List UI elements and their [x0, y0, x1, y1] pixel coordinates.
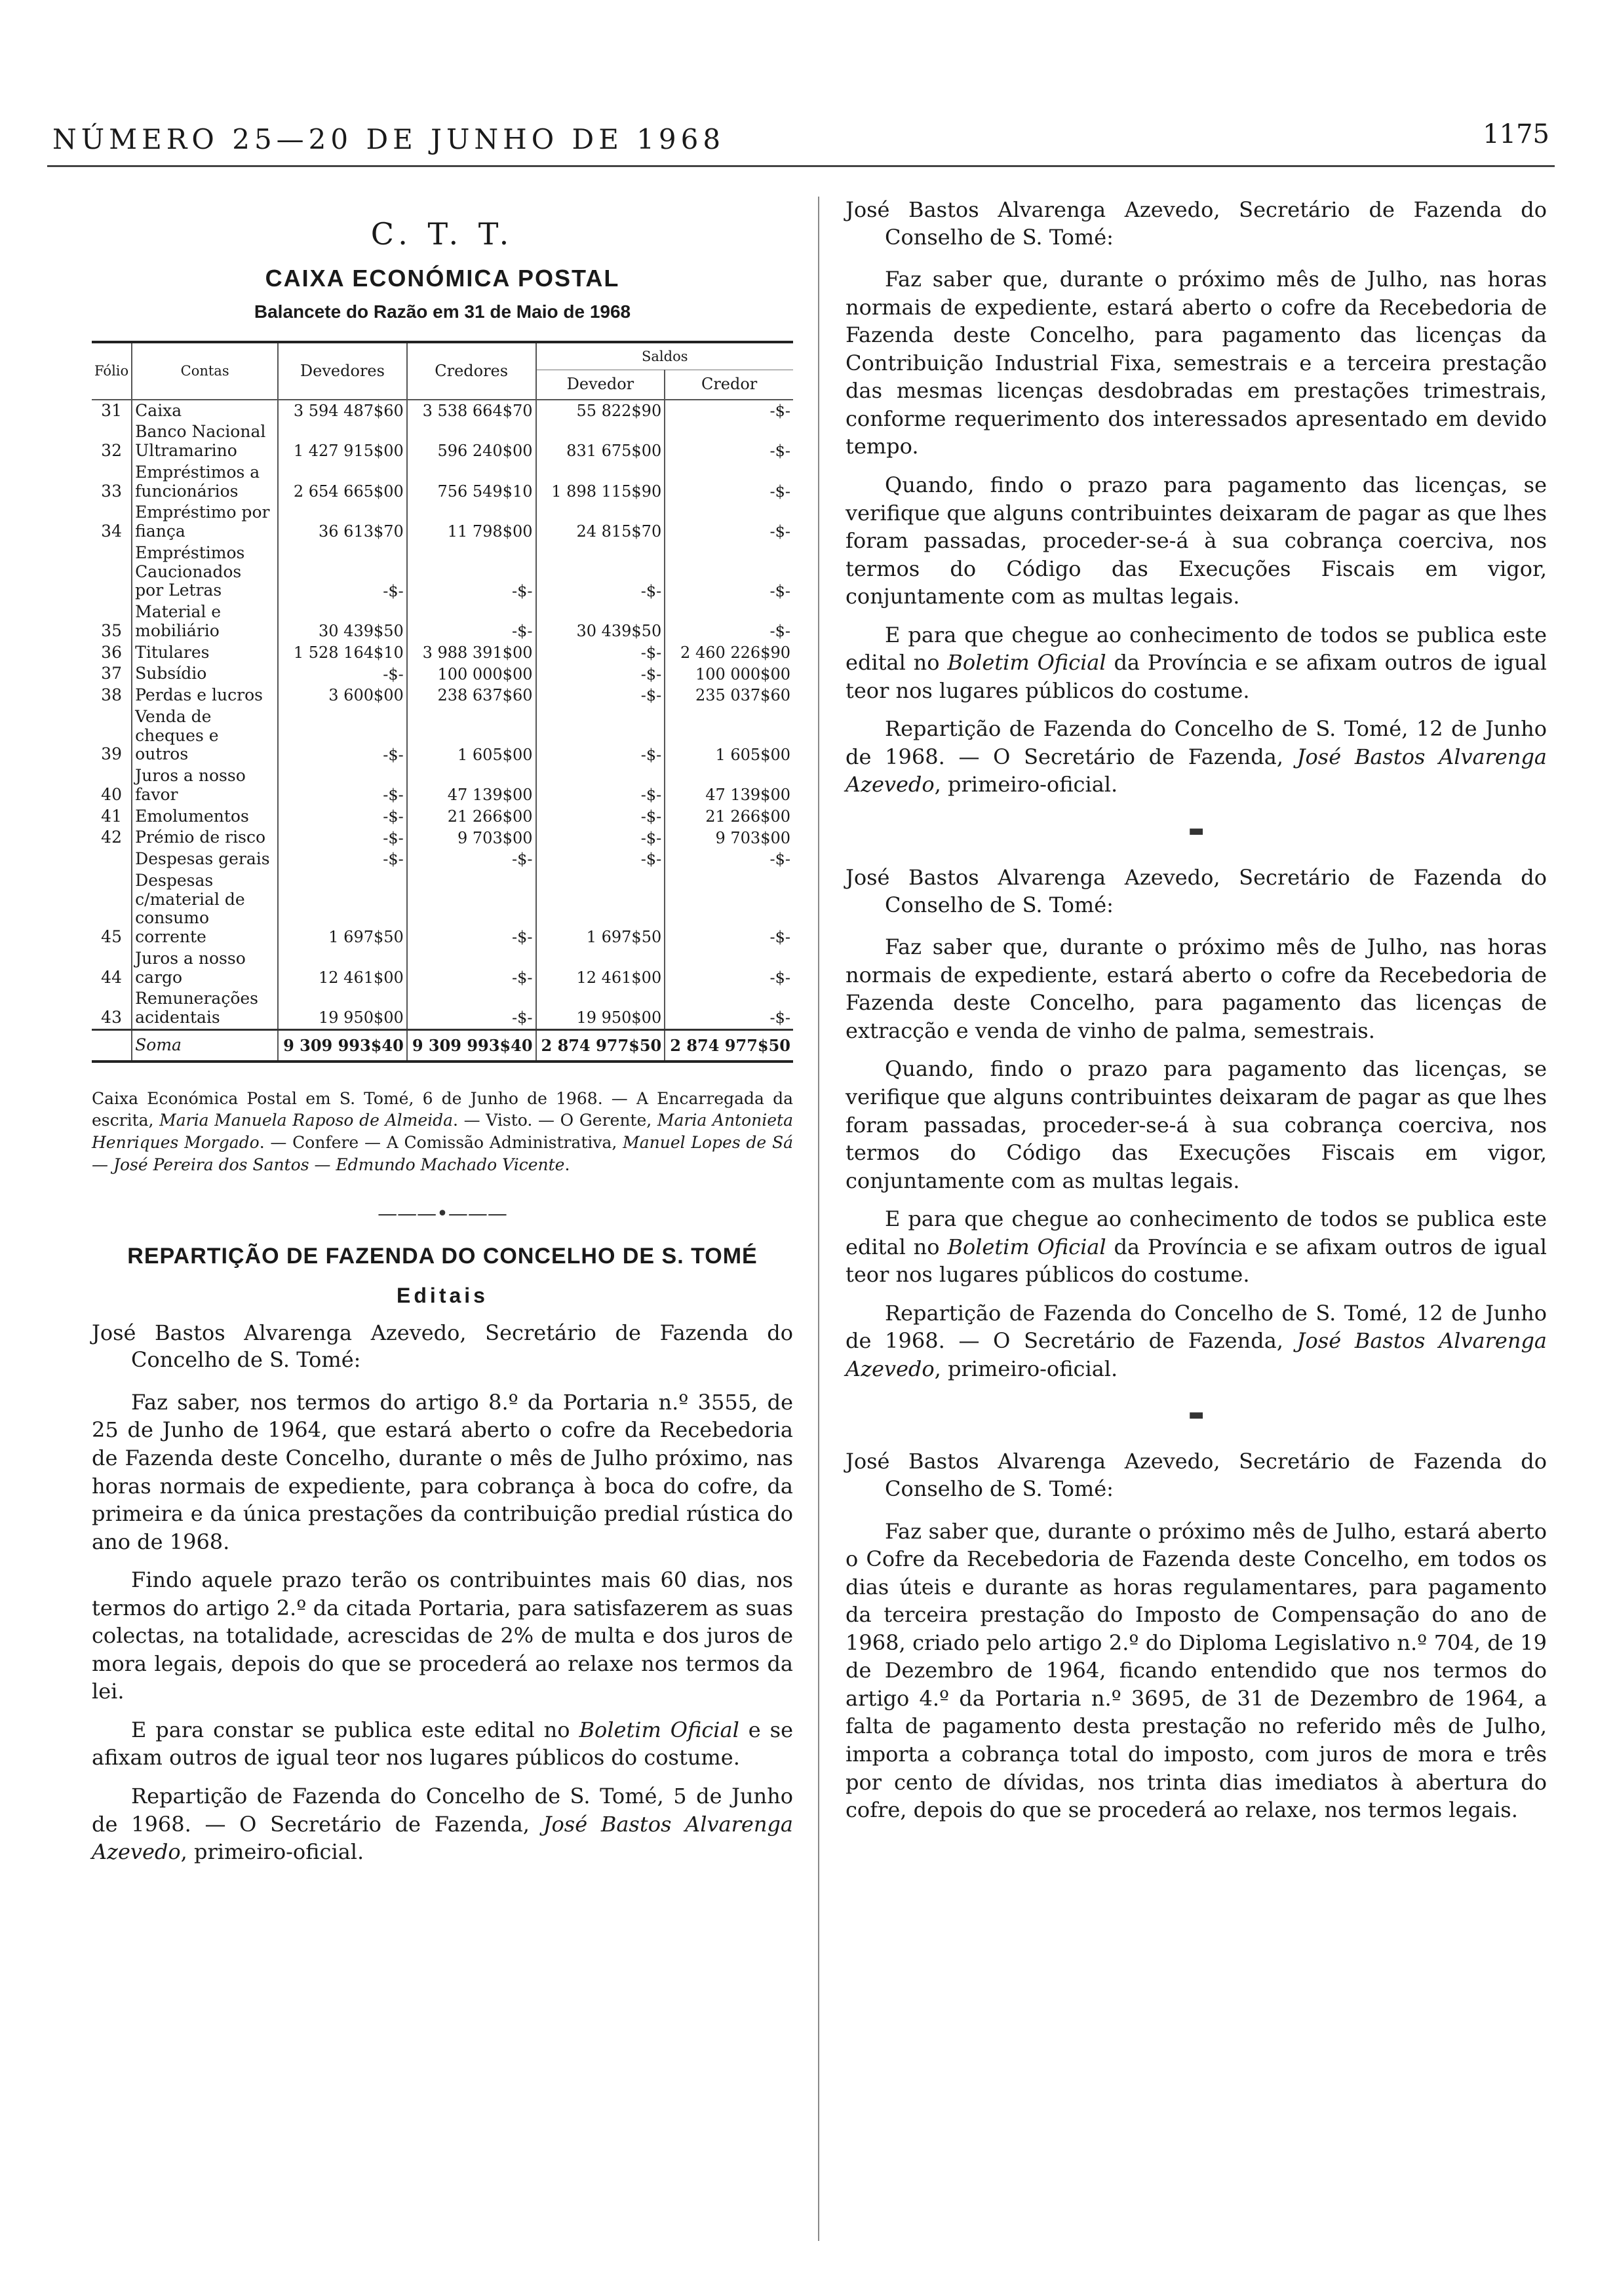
- row-saldo-credor: -$-: [769, 482, 790, 501]
- row-credores: 47 139$00: [407, 765, 536, 806]
- row-saldo-credor: -$-: [769, 850, 790, 869]
- row-account: Remunerações acidentais: [132, 988, 278, 1029]
- row-account: Despesas gerais: [132, 849, 278, 870]
- row-account: Material e mobiliário: [132, 602, 278, 642]
- row-credores: 238 637$60: [407, 685, 536, 706]
- row-saldo-devedor: 30 439$50: [536, 602, 665, 642]
- row-saldo-devedor: -$-: [536, 685, 665, 706]
- row-saldo-devedor: -$-: [536, 706, 665, 765]
- row-folio: 44: [92, 948, 132, 989]
- balance-title: Balancete do Razão em 31 de Maio de 1968: [254, 301, 631, 322]
- edital2-p1: Faz saber que, durante o próximo mês de Julho, nas horas normais de expediente, estará aberto o cofre da Recebedoria de Fazenda deste Concelho, para pagamento das licenças da Contribuição Industrial Fixa, semestrais e a terceira prestação das mesmas licenças desdobradas em prestações trimestrais, conforme requerimento dos interessados apresentado em devido tempo.: [846, 267, 1547, 459]
- row-credores: -$-: [407, 870, 536, 948]
- edital2-p3: E para que chegue ao conhecimento de todos se publica este edital no Boletim Oficial da Província e se afixam outros de igual teor nos lugares públicos do costume.: [846, 622, 1547, 703]
- row-folio: 37: [92, 663, 132, 685]
- row-account: Subsídio: [132, 663, 278, 685]
- col-credor: Credor: [665, 370, 793, 400]
- row-folio: 43: [92, 988, 132, 1029]
- table-row: [92, 642, 793, 664]
- row-saldo-devedor: 19 950$00: [536, 988, 665, 1029]
- row-saldo-credor: 47 139$00: [705, 786, 790, 805]
- edital3-intro: José Bastos Alvarenga Azevedo, Secretário de Fazenda do Conselho de S. Tomé:: [846, 865, 1547, 917]
- row-devedores: 2 654 665$00: [278, 462, 407, 503]
- row-saldo-credor: 21 266$00: [705, 807, 790, 826]
- balance-attestation: Caixa Económica Postal em S. Tomé, 6 de Junho de 1968. — A Encarregada da escrita, Maria Manuela Raposo de Almeida. — Visto. — O Gerente, Maria Antonieta Henriques Morgado. — Confere — A Comissão Administrativa, Manuel Lopes de Sá — José Pereira dos Santos — Edmundo Machado Vicente.: [92, 1088, 793, 1174]
- row-devedores: -$-: [278, 663, 407, 685]
- row-saldo-devedor: 12 461$00: [536, 948, 665, 989]
- row-credores: -$-: [407, 543, 536, 602]
- row-folio: 45: [92, 870, 132, 948]
- row-folio: 34: [92, 502, 132, 543]
- col-devedores: Devedores: [278, 342, 407, 400]
- row-credores: -$-: [407, 849, 536, 870]
- ctt-title: C. T. T.: [370, 216, 515, 252]
- row-account: Titulares: [132, 642, 278, 664]
- col-devedor: Devedor: [536, 370, 665, 400]
- table-row: [92, 663, 793, 685]
- row-account: Empréstimo por fiança: [132, 502, 278, 543]
- edital1-intro: José Bastos Alvarenga Azevedo, Secretário de Fazenda do Concelho de S. Tomé:: [92, 1320, 793, 1373]
- row-folio: 41: [92, 806, 132, 828]
- row-devedores: 12 461$00: [278, 948, 407, 989]
- row-saldo-devedor: -$-: [536, 663, 665, 685]
- row-folio: [92, 849, 132, 870]
- row-account: Juros a nosso favor: [132, 765, 278, 806]
- col-credores: Credores: [407, 342, 536, 400]
- soma-devedor: 2 874 977$50: [536, 1029, 665, 1061]
- row-account: Banco Nacional Ultramarino: [132, 421, 278, 462]
- row-saldo-credor: -$-: [769, 968, 790, 987]
- table-row: [92, 827, 793, 849]
- col-contas: Contas: [132, 342, 278, 400]
- row-devedores: -$-: [278, 827, 407, 849]
- row-devedores: 1 528 164$10: [278, 642, 407, 664]
- edital3-p1: Faz saber que, durante o próximo mês de Julho, nas horas normais de expediente, estará aberto o cofre da Recebedoria de Fazenda deste Concelho, para pagamento das licenças de extracção e venda de vinho de palma, semestrais.: [846, 934, 1547, 1043]
- row-account: Empréstimos a funcionários: [132, 462, 278, 503]
- table-row: [92, 685, 793, 706]
- row-saldo-credor: 100 000$00: [695, 664, 790, 683]
- row-devedores: -$-: [278, 806, 407, 828]
- row-devedores: 3 594 487$60: [278, 400, 407, 422]
- row-saldo-devedor: -$-: [536, 642, 665, 664]
- divider-dash-1: ▬: [1188, 821, 1205, 841]
- row-saldo-devedor: 1 898 115$90: [536, 462, 665, 503]
- table-row: [92, 806, 793, 828]
- soma-credor: 2 874 977$50: [665, 1029, 793, 1061]
- table-header-row: [92, 342, 793, 370]
- row-folio: 40: [92, 765, 132, 806]
- row-devedores: -$-: [278, 543, 407, 602]
- row-saldo-devedor: 55 822$90: [536, 400, 665, 422]
- row-saldo-devedor: -$-: [536, 765, 665, 806]
- soma-devedores: 9 309 993$40: [278, 1029, 407, 1061]
- row-saldo-credor: 9 703$00: [715, 828, 790, 847]
- row-credores: 100 000$00: [407, 663, 536, 685]
- row-folio: 42: [92, 827, 132, 849]
- row-saldo-credor: -$-: [769, 928, 790, 947]
- edital3-p2: Quando, findo o prazo para pagamento das licenças, se verifique que alguns contribuintes deixaram de pagar as que lhes foram passadas, proceder-se-á à sua cobrança coerciva, nos termos do Código das Execuções Fiscais em vigor, conjuntamente com as multas legais.: [846, 1056, 1547, 1193]
- row-folio: 39: [92, 706, 132, 765]
- row-saldo-credor: 235 037$60: [695, 686, 790, 705]
- table-row: [92, 543, 793, 602]
- row-saldo-credor: 1 605$00: [715, 745, 790, 764]
- balance-table: [92, 341, 793, 1063]
- edital1-p3: E para constar se publica este edital no Boletim Oficial e se afixam outros de igual teor nos lugares públicos do costume.: [92, 1717, 794, 1770]
- editais-heading: Editais: [397, 1283, 488, 1307]
- edital2-p2: Quando, findo o prazo para pagamento das licenças, se verifique que alguns contribuintes deixaram de pagar as que lhes foram passadas, proceder-se-á à sua cobrança coerciva, nos termos do Código das Execuções Fiscais em vigor, conjuntamente com as multas legais.: [846, 472, 1547, 609]
- edital3-p4: Repartição de Fazenda do Concelho de S. Tomé, 12 de Junho de 1968. — O Secretário de Fazenda, José Bastos Alvarenga Azevedo, primeiro-oficial.: [846, 1300, 1547, 1381]
- row-saldo-credor: -$-: [769, 1008, 790, 1027]
- row-account: Caixa: [132, 400, 278, 422]
- row-folio: 32: [92, 421, 132, 462]
- table-row: [92, 400, 793, 422]
- row-devedores: 1 697$50: [278, 870, 407, 948]
- soma-row: [92, 1029, 793, 1061]
- issue-line: NÚMERO 25—20 DE JUNHO DE 1968: [52, 123, 726, 155]
- row-devedores: 3 600$00: [278, 685, 407, 706]
- row-saldo-credor: -$-: [769, 581, 790, 600]
- row-folio: [92, 543, 132, 602]
- row-saldo-credor: -$-: [769, 442, 790, 461]
- row-account: Juros a nosso cargo: [132, 948, 278, 989]
- left-column: [92, 197, 793, 1877]
- edital1-p4: Repartição de Fazenda do Concelho de S. Tomé, 5 de Junho de 1968. — O Secretário de Fazenda, José Bastos Alvarenga Azevedo, primeiro-oficial.: [92, 1784, 794, 1865]
- row-account: Prémio de risco: [132, 827, 278, 849]
- row-saldo-devedor: 831 675$00: [536, 421, 665, 462]
- row-devedores: 19 950$00: [278, 988, 407, 1029]
- row-saldo-credor: -$-: [769, 622, 790, 641]
- row-credores: -$-: [407, 948, 536, 989]
- row-saldo-devedor: -$-: [536, 827, 665, 849]
- row-credores: -$-: [407, 988, 536, 1029]
- row-devedores: -$-: [278, 849, 407, 870]
- row-account: Despesas c/material de consumo corrente: [132, 870, 278, 948]
- row-saldo-credor: -$-: [769, 401, 790, 420]
- table-row: [92, 421, 793, 462]
- row-devedores: 36 613$70: [278, 502, 407, 543]
- edital2-intro: José Bastos Alvarenga Azevedo, Secretário de Fazenda do Conselho de S. Tomé:: [846, 197, 1547, 250]
- caixa-title: CAIXA ECONÓMICA POSTAL: [265, 265, 620, 292]
- table-row: [92, 988, 793, 1029]
- edital3-p3: E para que chegue ao conhecimento de todos se publica este edital no Boletim Oficial da Província e se afixam outros de igual teor nos lugares públicos do costume.: [846, 1206, 1547, 1288]
- row-folio: 36: [92, 642, 132, 664]
- table-row: [92, 948, 793, 989]
- edital1-p1: Faz saber, nos termos do artigo 8.º da Portaria n.º 3555, de 25 de Junho de 1964, que estará aberto o cofre da Recebedoria de Fazenda deste Concelho, durante o mês de Julho próximo, nas horas normais de expediente, para cobrança à boca do cofre, da primeira e da única prestações da contribuição predial rústica do ano de 1968.: [92, 1389, 793, 1554]
- page-number: 1175: [1483, 119, 1549, 149]
- row-account: Venda de cheques e outros: [132, 706, 278, 765]
- edital2-p4: Repartição de Fazenda do Concelho de S. Tomé, 12 de Junho de 1968. — O Secretário de Fazenda, José Bastos Alvarenga Azevedo, primeiro-oficial.: [846, 716, 1547, 797]
- edital4-p1: Faz saber que, durante o próximo mês de Julho, estará aberto o Cofre da Recebedoria de Fazenda deste Concelho, em todos os dias úteis e durante as horas regulamentares, para pagamento da terceira prestação do Imposto de Compensação do ano de 1968, criado pelo artigo 2.º do Diploma Legislativo n.º 704, de 19 de Dezembro de 1964, ficando entendido que nos termos do artigo 4.º da Portaria n.º 3695, de 31 de Dezembro de 1964, a falta de pagamento desta prestação no referido mês de Julho, importa a cobrança total do imposto, com juros de mora e três por cento de dívidas, nos trinta dias imediatos à abertura do cofre, depois do que se procederá ao relaxe, nos termos legais.: [846, 1518, 1547, 1823]
- row-credores: 756 549$10: [407, 462, 536, 503]
- row-credores: 9 703$00: [407, 827, 536, 849]
- table-row: [92, 765, 793, 806]
- soma-label: Soma: [132, 1029, 278, 1061]
- divider-dash-2: ▬: [1188, 1405, 1205, 1425]
- row-saldo-credor: -$-: [769, 522, 790, 541]
- row-devedores: -$-: [278, 706, 407, 765]
- row-devedores: 1 427 915$00: [278, 421, 407, 462]
- row-saldo-devedor: -$-: [536, 806, 665, 828]
- row-devedores: 30 439$50: [278, 602, 407, 642]
- row-credores: 1 605$00: [407, 706, 536, 765]
- row-devedores: -$-: [278, 765, 407, 806]
- table-row: [92, 602, 793, 642]
- column-divider: [818, 197, 819, 2241]
- balance-body: [92, 400, 793, 1030]
- row-credores: 3 538 664$70: [407, 400, 536, 422]
- row-account: Perdas e lucros: [132, 685, 278, 706]
- col-folio: Fólio: [92, 342, 132, 400]
- reparticao-title: REPARTIÇÃO DE FAZENDA DO CONCELHO DE S. TOMÉ: [127, 1243, 758, 1269]
- table-row: [92, 870, 793, 948]
- row-account: Emolumentos: [132, 806, 278, 828]
- row-folio: 38: [92, 685, 132, 706]
- row-saldo-devedor: 1 697$50: [536, 870, 665, 948]
- table-row: [92, 462, 793, 503]
- right-column: [846, 197, 1547, 1835]
- row-saldo-credor: 2 460 226$90: [680, 643, 790, 662]
- table-row: [92, 502, 793, 543]
- row-account: Empréstimos Caucionados por Letras: [132, 543, 278, 602]
- row-folio: 33: [92, 462, 132, 503]
- row-saldo-devedor: 24 815$70: [536, 502, 665, 543]
- row-folio: 31: [92, 400, 132, 422]
- row-credores: 21 266$00: [407, 806, 536, 828]
- row-credores: 596 240$00: [407, 421, 536, 462]
- table-row: [92, 849, 793, 870]
- edital4-intro: José Bastos Alvarenga Azevedo, Secretário de Fazenda do Conselho de S. Tomé:: [846, 1449, 1547, 1502]
- table-row: [92, 706, 793, 765]
- row-folio: 35: [92, 602, 132, 642]
- row-credores: 11 798$00: [407, 502, 536, 543]
- col-saldos: Saldos: [536, 342, 793, 370]
- section-ornament: ———•———: [378, 1202, 507, 1225]
- row-credores: 3 988 391$00: [407, 642, 536, 664]
- edital1-p2: Findo aquele prazo terão os contribuintes mais 60 dias, nos termos do artigo 2.º da citada Portaria, para satisfazerem as suas colectas, na totalidade, acrescidas de 2% de multa e dos juros de mora legais, depois do que se procederá ao relaxe nos termos da lei.: [92, 1567, 793, 1704]
- row-saldo-devedor: -$-: [536, 849, 665, 870]
- soma-credores: 9 309 993$40: [407, 1029, 536, 1061]
- page-header: [47, 119, 1555, 167]
- row-credores: -$-: [407, 602, 536, 642]
- row-saldo-devedor: -$-: [536, 543, 665, 602]
